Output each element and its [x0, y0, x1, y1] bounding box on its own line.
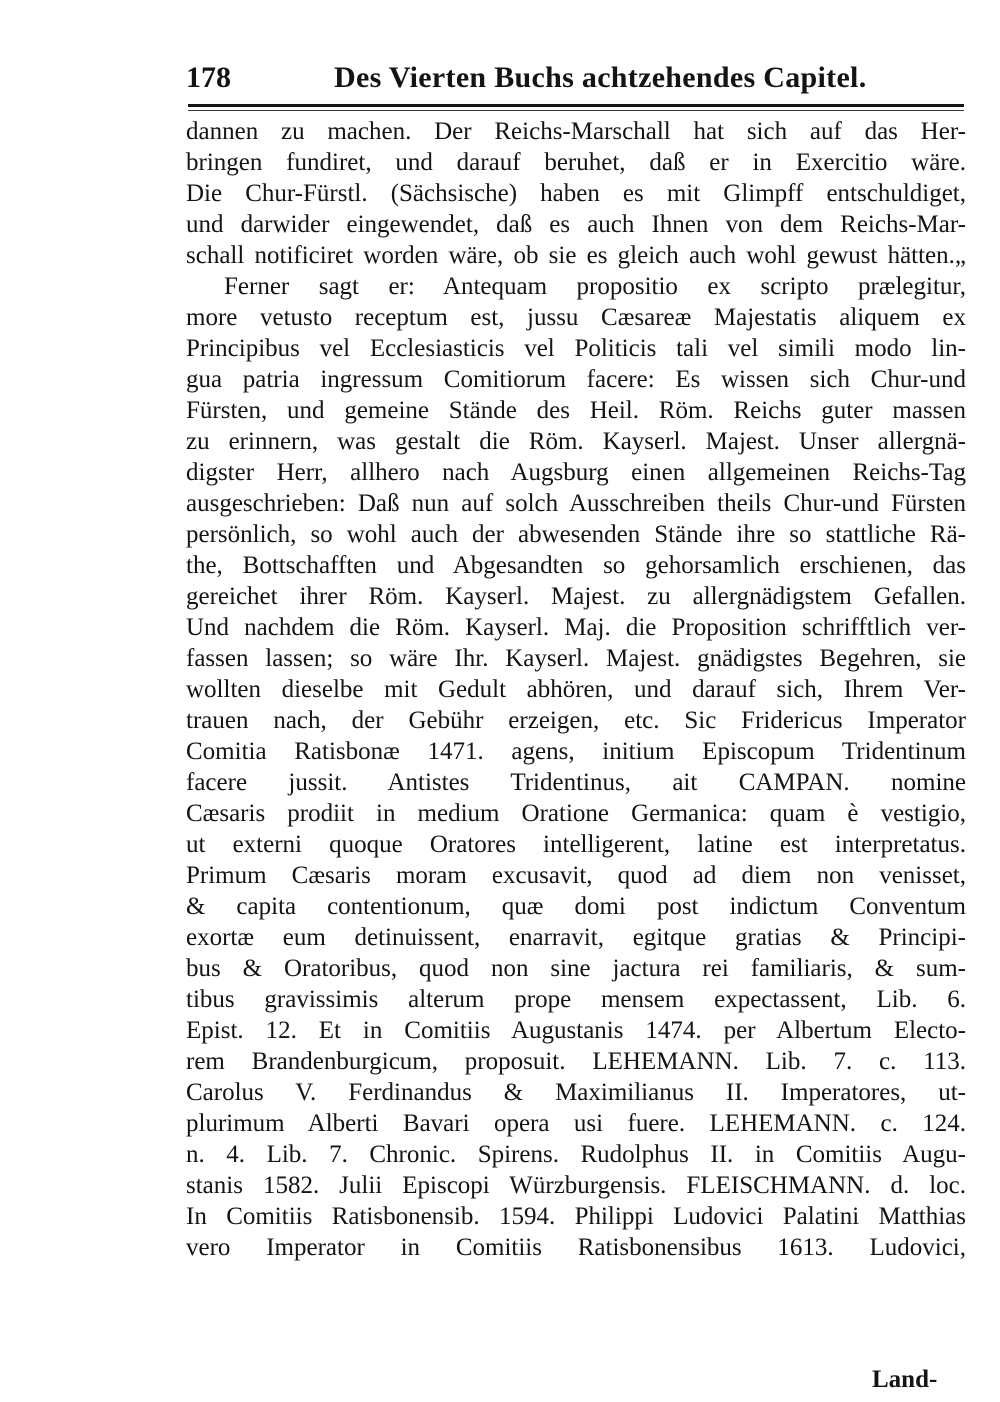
text-line: trauen nach, der Gebühr erzeigen, etc. Sic Fridericus Imperator — [186, 707, 966, 734]
text-line: Epist. 12. Et in Comitiis Augustanis 1474. per Albertum Electo- — [186, 1017, 966, 1044]
text-line: more vetusto receptum est, jussu Cæsareæ Majestatis aliquem ex — [186, 304, 966, 331]
body-text — [186, 116, 966, 1263]
header-rule-thin — [188, 110, 964, 111]
text-line: Cæsaris prodiit in medium Oratione Germanica: quam è vestigio, — [186, 800, 966, 827]
catchword: Land- — [872, 1366, 938, 1393]
text-line: ut externi quoque Oratores intelligerent, latine est interpretatus. — [186, 831, 966, 858]
text-line: Die Chur-Fürstl. (Sächsische) haben es mit Glimpff entschuldiget, — [186, 180, 966, 207]
running-title: Des Vierten Buchs achtzehendes Capitel. — [334, 61, 867, 94]
text-line: schall notificiret worden wäre, ob sie es gleich auch wohl gewust hätten.„ — [186, 242, 966, 269]
text-line: the, Bottschafften und Abgesandten so gehorsamlich erschienen, das — [186, 552, 966, 579]
header-rule-thick — [188, 104, 964, 107]
text-line: Und nachdem die Röm. Kayserl. Maj. die Proposition schrifftlich ver- — [186, 614, 966, 641]
text-line: stanis 1582. Julii Episcopi Würzburgensis. FLEISCHMANN. d. loc. — [186, 1172, 966, 1199]
text-line: bus & Oratoribus, quod non sine jactura rei familiaris, & sum- — [186, 955, 966, 982]
text-line: Fürsten, und gemeine Stände des Heil. Röm. Reichs guter massen — [186, 397, 966, 424]
text-line: gereichet ihrer Röm. Kayserl. Majest. zu allergnädigstem Gefallen. — [186, 583, 966, 610]
text-line: vero Imperator in Comitiis Ratisbonensibus 1613. Ludovici, — [186, 1234, 966, 1261]
text-line: exortæ eum detinuissent, enarravit, egitque gratias & Principi- — [186, 924, 966, 951]
text-line: gua patria ingressum Comitiorum facere: Es wissen sich Chur-und — [186, 366, 966, 393]
text-line: Comitia Ratisbonæ 1471. agens, initium Episcopum Tridentinum — [186, 738, 966, 765]
text-line: plurimum Alberti Bavari opera usi fuere. LEHEMANN. c. 124. — [186, 1110, 966, 1137]
page-number: 178 — [186, 61, 231, 94]
text-line: digster Herr, allhero nach Augsburg einen allgemeinen Reichs-Tag — [186, 459, 966, 486]
text-line: n. 4. Lib. 7. Chronic. Spirens. Rudolphus II. in Comitiis Augu- — [186, 1141, 966, 1168]
text-line: fassen lassen; so wäre Ihr. Kayserl. Majest. gnädigstes Begehren, sie — [186, 645, 966, 672]
text-line: bringen fundiret, und darauf beruhet, daß er in Exercitio wäre. — [186, 149, 966, 176]
text-line: Carolus V. Ferdinandus & Maximilianus II. Imperatores, ut- — [186, 1079, 966, 1106]
text-line: In Comitiis Ratisbonensib. 1594. Philippi Ludovici Palatini Matthias — [186, 1203, 966, 1230]
text-line: facere jussit. Antistes Tridentinus, ait CAMPAN. nomine — [186, 769, 966, 796]
page-header — [186, 58, 964, 102]
text-line: und darwider eingewendet, daß es auch Ihnen von dem Reichs-Mar- — [186, 211, 966, 238]
text-line: Ferner sagt er: Antequam propositio ex scripto prælegitur, — [224, 273, 966, 300]
text-line: tibus gravissimis alterum prope mensem expectassent, Lib. 6. — [186, 986, 966, 1013]
text-line: & capita contentionum, quæ domi post indictum Conventum — [186, 893, 966, 920]
text-line: ausgeschrieben: Daß nun auf solch Ausschreiben theils Chur-und Fürsten — [186, 490, 966, 517]
text-line: rem Brandenburgicum, proposuit. LEHEMANN. Lib. 7. c. 113. — [186, 1048, 966, 1075]
text-line: persönlich, so wohl auch der abwesenden Stände ihre so stattliche Rä- — [186, 521, 966, 548]
text-line: wollten dieselbe mit Gedult abhören, und darauf sich, Ihrem Ver- — [186, 676, 966, 703]
text-line: Primum Cæsaris moram excusavit, quod ad diem non venisset, — [186, 862, 966, 889]
text-line: zu erinnern, was gestalt die Röm. Kayserl. Majest. Unser allergnä- — [186, 428, 966, 455]
text-line: Principibus vel Ecclesiasticis vel Politicis tali vel simili modo lin- — [186, 335, 966, 362]
text-line: dannen zu machen. Der Reichs-Marschall hat sich auf das Her- — [186, 118, 966, 145]
